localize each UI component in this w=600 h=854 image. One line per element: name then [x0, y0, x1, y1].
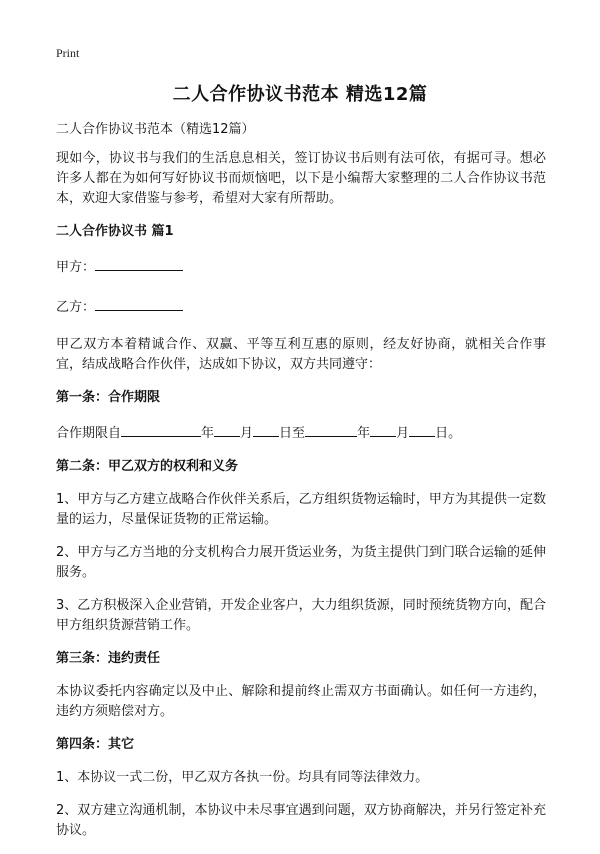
party-a-blank	[95, 255, 183, 271]
day-end-label: 日。	[435, 426, 462, 441]
article4-heading: 第四条：其它	[56, 737, 135, 752]
month-label: 月	[240, 426, 254, 441]
article2-item: 1、甲方与乙方建立战略合作伙伴关系后，乙方组织货物运输时，甲方为其提供一定数量的运力，尽量保证货物的正常运输。	[56, 492, 546, 527]
article3-text: 本协议委托内容确定以及中止、解除和提前终止需双方书面确认。如任何一方违约，违约方须赔偿对方。	[56, 684, 546, 719]
start-day-blank	[253, 421, 279, 437]
page-title: 二人合作协议书范本 精选12篇	[172, 84, 428, 105]
article1-heading: 第一条：合作期限	[56, 390, 161, 405]
year-label: 年	[201, 426, 215, 441]
end-day-blank	[409, 421, 435, 437]
end-month-blank	[370, 421, 396, 437]
article4-item: 1、本协议一式二份，甲乙双方各执一份。均具有同等法律效力。	[56, 770, 429, 785]
article2-heading: 第二条：甲乙双方的权利和义务	[56, 459, 239, 474]
party-b-blank	[95, 295, 183, 311]
party-b-label: 乙方：	[56, 300, 96, 315]
month-label: 月	[396, 426, 410, 441]
year-label: 年	[357, 426, 371, 441]
day-to-label: 日至	[279, 426, 306, 441]
term-prefix: 合作期限自	[56, 426, 122, 441]
article3-heading: 第三条：违约责任	[56, 651, 161, 666]
article2-item: 2、甲方与乙方当地的分支机构合力展开货运业务，为货主提供门到门联合运输的延伸服务。	[56, 545, 546, 580]
section-heading: 二人合作协议书 篇1	[56, 224, 174, 239]
party-a-label: 甲方：	[56, 260, 96, 275]
article4-item: 2、双方建立沟通机制，本协议中未尽事宜遇到问题，双方协商解决，并另行签定补充协议。	[56, 803, 546, 838]
term-line	[56, 421, 546, 444]
document-subtitle: 二人合作协议书范本（精选12篇）	[56, 122, 255, 137]
party-b-line	[56, 295, 546, 318]
end-year-blank	[305, 421, 357, 437]
article2-item: 3、乙方积极深入企业营销，开发企业客户，大力组织货源，同时预统货物方向，配合甲方组织货源营销工作。	[56, 598, 546, 633]
document-body	[56, 120, 546, 854]
start-year-blank	[121, 421, 201, 437]
party-a-line	[56, 255, 546, 278]
intro-paragraph: 现如今，协议书与我们的生活息息相关，签订协议书后则有法可依，有据可寻。想必许多人都在为如何写好协议书而烦恼吧，以下是小编帮大家整理的二人合作协议书范本，欢迎大家借鉴与参考，希望对大家有所帮助。	[56, 151, 546, 206]
start-month-blank	[214, 421, 240, 437]
print-link[interactable]: Print	[56, 46, 80, 60]
preamble-paragraph: 甲乙双方本着精诚合作、双赢、平等互利互惠的原则，经友好协商，就相关合作事宜，结成战略合作伙伴，达成如下协议，双方共同遵守：	[56, 337, 546, 372]
